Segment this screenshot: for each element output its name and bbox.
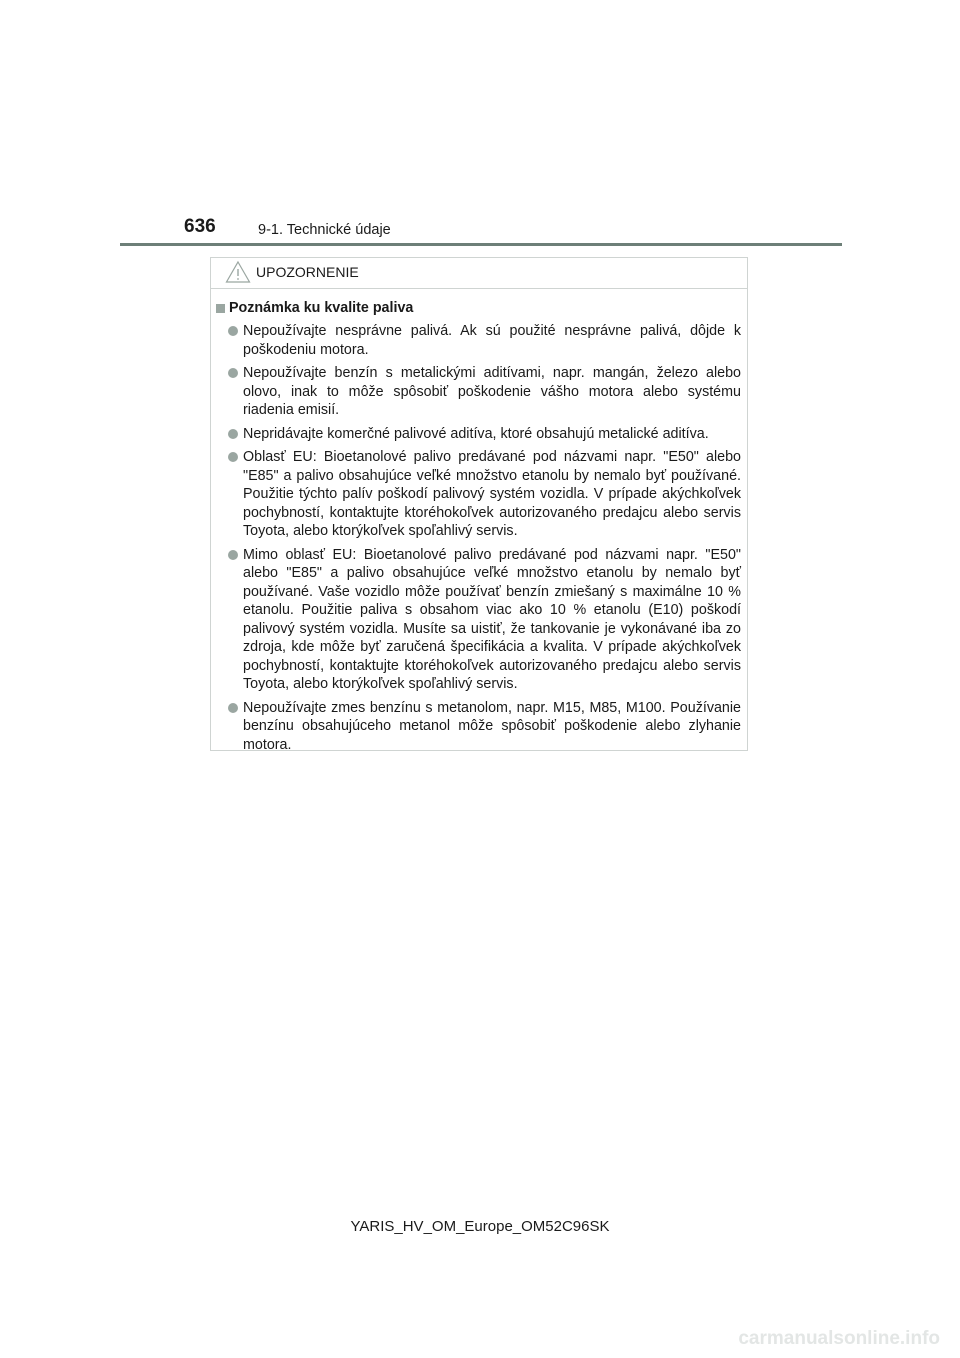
list-item-text: Nepoužívajte zmes benzínu s metanolom, napr. M15, M85, M100. Používanie benzínu obsahujúceho metanol môže spôsobiť poškodenie alebo zlyhanie motora. bbox=[243, 699, 741, 753]
list-item-text: Nepoužívajte benzín s metalickými aditívami, napr. mangán, železo alebo olovo, inak to môže spôsobiť poškodenie vášho motora alebo systému riadenia emisií. bbox=[243, 365, 741, 418]
list-item bbox=[215, 364, 741, 420]
warning-triangle-icon bbox=[225, 260, 251, 284]
section-title: 9-1. Technické údaje bbox=[258, 222, 391, 238]
document-code: YARIS_HV_OM_Europe_OM52C96SK bbox=[350, 1218, 610, 1235]
page-number: 636 bbox=[184, 216, 216, 237]
list-item-text: Oblasť EU: Bioetanolové palivo predávané pod názvami napr. "E50" alebo "E85" a palivo obsahujúce veľké množstvo etanolu by nemalo byť používané. Použitie týchto palív poškodí palivový systém vozidla. V prípade akýchkoľvek pochybností, kontaktujte ktoréhokoľvek autorizovaného predajcu alebo servis Toyota, alebo ktorýkoľvek spoľahlivý servis. bbox=[243, 449, 741, 539]
round-bullet-icon bbox=[228, 368, 238, 378]
list-item bbox=[215, 546, 741, 694]
round-bullet-icon bbox=[228, 326, 238, 336]
header-divider bbox=[120, 243, 842, 246]
round-bullet-icon bbox=[228, 703, 238, 713]
list-item bbox=[215, 425, 741, 444]
list-item bbox=[215, 448, 741, 541]
round-bullet-icon bbox=[228, 550, 238, 560]
watermark: carmanualsonline.info bbox=[738, 1328, 940, 1349]
caution-list bbox=[215, 322, 741, 754]
list-item-text: Nepoužívajte nesprávne palivá. Ak sú použité nesprávne palivá, dôjde k poškodeniu motora. bbox=[243, 323, 741, 358]
caution-header bbox=[211, 258, 747, 289]
caution-label: UPOZORNENIE bbox=[256, 264, 359, 280]
list-item bbox=[215, 699, 741, 755]
caution-body bbox=[211, 289, 747, 754]
list-item bbox=[215, 322, 741, 359]
list-item-text: Nepridávajte komerčné palivové aditíva, ktoré obsahujú metalické aditíva. bbox=[243, 425, 709, 442]
page-header bbox=[120, 210, 842, 246]
round-bullet-icon bbox=[228, 452, 238, 462]
round-bullet-icon bbox=[228, 429, 238, 439]
topic-title: Poznámka ku kvalite paliva bbox=[229, 300, 414, 316]
square-bullet-icon bbox=[216, 304, 225, 313]
topic-heading bbox=[215, 300, 741, 316]
caution-box bbox=[210, 257, 748, 751]
list-item-text: Mimo oblasť EU: Bioetanolové palivo predávané pod názvami napr. "E50" alebo "E85" a palivo obsahujúce veľké množstvo etanolu by nemalo byť používané. Vaše vozidlo môže používať benzín zmiešaný s maximálne 10 % etanolu. Použitie paliva s obsahom viac ako 10 % etanolu (E10) poškodí palivový systém vozidla. Musíte sa uistiť, že tankovanie je vykonávané iba zo zdroja, kde môže byť zaručená špecifikácia a kvalita. V prípade akýchkoľvek pochybností, kontaktujte ktoréhokoľvek autorizovaného predajcu alebo servis Toyota, alebo ktorýkoľvek spoľahlivý servis. bbox=[243, 546, 741, 692]
